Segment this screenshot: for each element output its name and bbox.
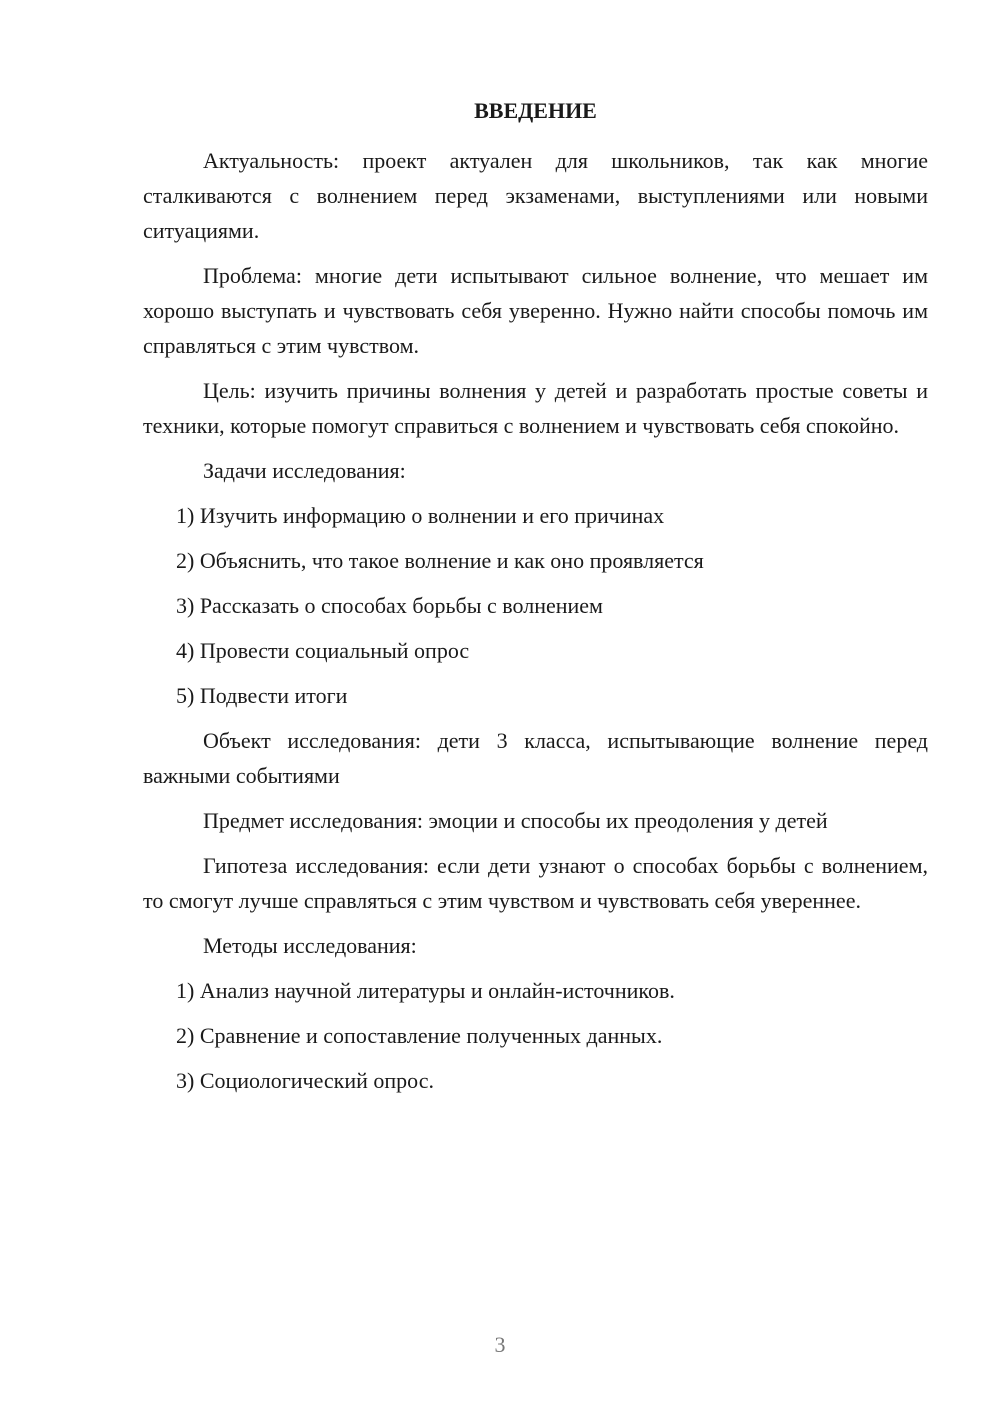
relevance-paragraph: Актуальность: проект актуален для школьников, так как многие сталкиваются с волнением перед экзаменами, выступлениями или новыми ситуациями. <box>143 148 928 243</box>
list-item: 2) Сравнение и сопоставление полученных данных. <box>176 1023 663 1048</box>
tasks-label: Задачи исследования: <box>203 458 406 483</box>
list-item: 4) Провести социальный опрос <box>176 638 470 663</box>
hypothesis-paragraph: Гипотеза исследования: если дети узнают о способах борьбы с волнением, то смогут лучше справляться с этим чувством и чувствовать себя увереннее. <box>143 853 928 913</box>
tasks-list <box>143 498 928 713</box>
problem-paragraph: Проблема: многие дети испытывают сильное волнение, что мешает им хорошо выступать и чувствовать себя уверенно. Нужно найти способы помочь им справляться с этим чувством. <box>143 263 928 358</box>
list-item: 1) Изучить информацию о волнении и его причинах <box>176 503 665 528</box>
page-content <box>143 97 928 1108</box>
goal-paragraph: Цель: изучить причины волнения у детей и разработать простые советы и техники, которые помогут справиться с волнением и чувствовать себя спокойно. <box>143 378 928 438</box>
list-item: 3) Рассказать о способах борьбы с волнением <box>176 593 603 618</box>
methods-label: Методы исследования: <box>203 933 417 958</box>
subject-paragraph: Предмет исследования: эмоции и способы их преодоления у детей <box>203 808 828 833</box>
list-item: 5) Подвести итоги <box>176 683 348 708</box>
page-title: ВВЕДЕНИЕ <box>474 98 597 123</box>
list-item: 3) Социологический опрос. <box>176 1068 434 1093</box>
list-item: 2) Объяснить, что такое волнение и как оно проявляется <box>176 548 704 573</box>
list-item: 1) Анализ научной литературы и онлайн-источников. <box>176 978 675 1003</box>
page-number: 3 <box>494 1332 506 1357</box>
object-paragraph: Объект исследования: дети 3 класса, испытывающие волнение перед важными событиями <box>143 728 928 788</box>
methods-list <box>143 973 928 1098</box>
